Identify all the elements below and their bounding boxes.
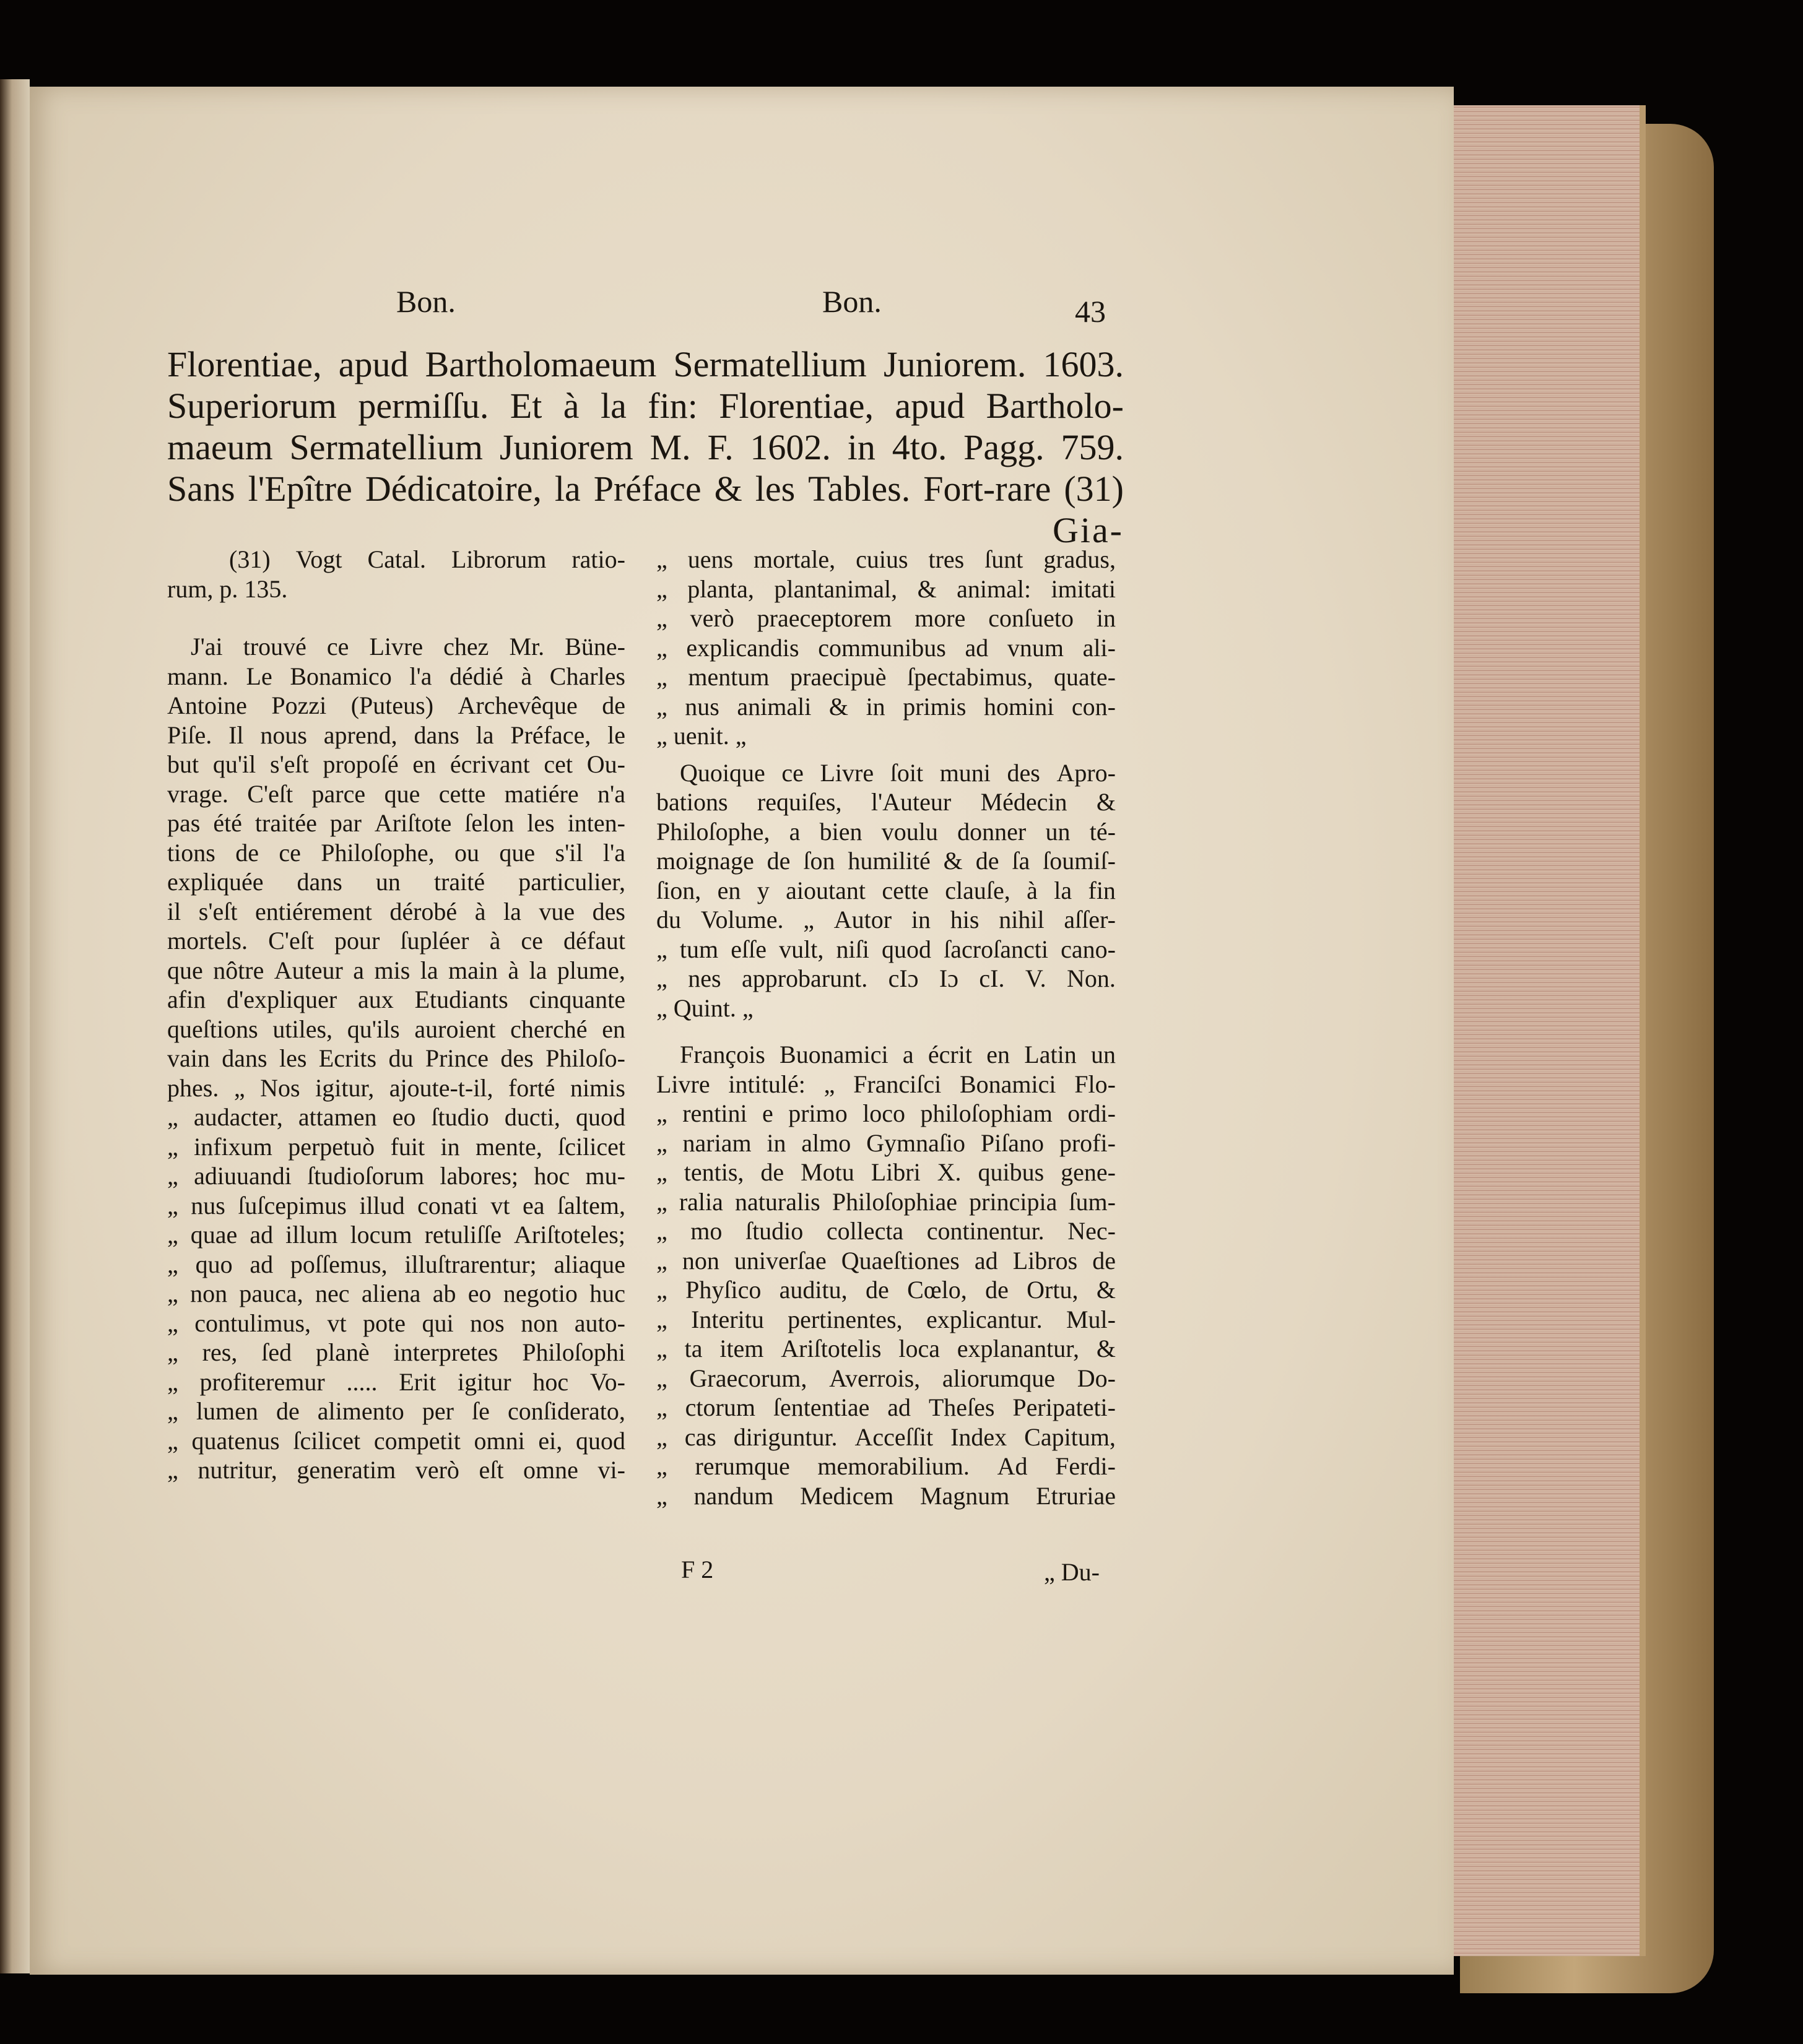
text-line: „ non univerſae Quaeſtiones ad Libros de: [656, 1246, 1116, 1275]
text-line: expliquée dans un traité particulier,: [167, 868, 625, 896]
text-line: „ Phyſico auditu, de Cœlo, de Ortu, &: [656, 1276, 1116, 1304]
text-line: „ ta item Ariſtotelis loca explanantur, &: [656, 1335, 1116, 1362]
text-line: mann. Le Bonamico l'a dédié à Charles: [167, 662, 625, 690]
text-line: but qu'il s'eſt propoſé en écrivant cet Ou-: [167, 750, 625, 778]
text-line: „ planta, plantanimal, & animal: imitati: [656, 574, 1116, 603]
text-line: queſtions utiles, qu'ils auroient cherché en: [167, 1015, 625, 1043]
spacer: [167, 604, 625, 632]
entry-line: Florentiae, apud Bartholomaeum Sermatellium Juniorem. 1603.: [167, 344, 1124, 384]
text-line: „ quae ad illum locum retuliſſe Ariſtoteles;: [167, 1221, 625, 1249]
text-line: afin d'expliquer aux Etudiants cinquante: [167, 985, 625, 1013]
text-line: „ contulimus, vt pote qui nos non auto-: [167, 1309, 625, 1337]
buonamici-paragraph: [656, 1040, 1116, 1510]
text-line: „ explicandis communibus ad vnum ali-: [656, 633, 1116, 662]
text-line: „ uens mortale, cuius tres ſunt gradus,: [656, 545, 1116, 573]
text-line: J'ai trouvé ce Livre chez Mr. Büne-: [191, 633, 625, 660]
text-line: „ quo ad poſſemus, illuſtrarentur; aliaque: [167, 1250, 625, 1278]
quotation-continued: [656, 545, 1116, 751]
text-line: „ ralia naturalis Philoſophiae principia ſum-: [656, 1187, 1116, 1216]
text-line: „ nariam in almo Gymnaſio Piſano profi-: [656, 1128, 1116, 1157]
bibliographic-entry: [167, 344, 1124, 551]
text-line: „ res, ſed planè interpretes Philoſophi: [167, 1338, 625, 1366]
text-line: „ non pauca, nec aliena ab eo negotio huc: [167, 1280, 625, 1307]
commentary: [167, 632, 625, 1485]
text-line: Quoique ce Livre ſoit muni des Apro-: [680, 758, 1116, 787]
approbation-paragraph: [656, 758, 1116, 1023]
text-line: vain dans les Ecrits du Prince des Philoſo-: [167, 1044, 625, 1072]
text-line: „ adiuuandi ſtudioſorum labores; hoc mu-: [167, 1162, 625, 1190]
page-number: 43: [1075, 294, 1106, 329]
spacer: [656, 1023, 1116, 1040]
text-line: vrage. C'eſt parce que cette matiére n'a: [167, 779, 625, 808]
text-line: „ nus ſuſcepimus illud conati vt ea ſaltem,: [167, 1191, 625, 1219]
text-line: du Volume. „ Autor in his nihil aſſer-: [656, 906, 1116, 933]
text-line: „ infixum perpetuò fuit in mente, ſcilicet: [167, 1132, 625, 1161]
text-line: phes. „ Nos igitur, ajoute-t-il, forté nimis: [167, 1073, 625, 1102]
text-line: „ Quint. „: [656, 994, 754, 1022]
entry-line: Superiorum permiſſu. Et à la fin: Florentiae, apud Bartholo-: [167, 386, 1124, 426]
text-line: „ verò praeceptorem more conſueto in: [656, 604, 1116, 632]
left-column: [167, 545, 625, 1485]
text-line: „ quatenus ſcilicet competit omni ei, quod: [167, 1426, 625, 1455]
facing-page-edge: [0, 79, 30, 1973]
page-block-edge: [1454, 105, 1646, 1956]
text-line: Antoine Pozzi (Puteus) Archevêque de: [167, 691, 625, 719]
footnote-line: rum, p. 135.: [167, 574, 288, 603]
text-line: „ cas diriguntur. Acceſſit Index Capitum,: [656, 1423, 1116, 1451]
text-line: que nôtre Auteur a mis la main à la plume,: [167, 956, 625, 984]
text-line: tions de ce Philoſophe, ou que s'il l'a: [167, 838, 625, 867]
catchword-bottom: „ Du-: [1044, 1558, 1100, 1586]
text-line: il s'eſt entiérement dérobé à la vue des: [167, 897, 625, 925]
footnote: [167, 545, 625, 604]
right-column: [656, 545, 1116, 1510]
text-line: Philoſophe, a bien voulu donner un té-: [656, 817, 1116, 846]
text-line: mortels. C'eſt pour ſupléer à ce défaut: [167, 927, 625, 955]
text-line: „ lumen de alimento per ſe conſiderato,: [167, 1397, 625, 1425]
text-line: „ nutritur, generatim verò eſt omne vi-: [167, 1456, 625, 1484]
text-line: „ nandum Medicem Magnum Etruriae: [656, 1481, 1116, 1510]
running-head-left: Bon.: [396, 284, 456, 319]
text-line: François Buonamici a écrit en Latin un: [680, 1041, 1116, 1068]
text-line: „ rentini e primo loco philoſophiam ordi-: [656, 1099, 1116, 1127]
text-line: moignage de ſon humilité & de ſa ſoumiſ-: [656, 847, 1116, 875]
footnote-line: (31) Vogt Catal. Librorum ratio-: [229, 545, 625, 573]
text-line: „ Interitu pertinentes, explicantur. Mul-: [656, 1305, 1116, 1333]
text-line: Livre intitulé: „ Franciſci Bonamici Flo-: [656, 1070, 1116, 1098]
text-line: „ audacter, attamen eo ſtudio ducti, quod: [167, 1103, 625, 1131]
text-line: „ rerumque memorabilium. Ad Ferdi-: [656, 1452, 1116, 1480]
signature-mark: F 2: [681, 1556, 714, 1583]
text-line: bations requiſes, l'Auteur Médecin &: [656, 788, 1116, 816]
text-line: pas été traitée par Ariſtote ſelon les inten-: [167, 809, 625, 837]
running-head-center: Bon.: [822, 284, 882, 319]
entry-line: maeum Sermatellium Juniorem M. F. 1602. in 4to. Pagg. 759.: [167, 427, 1124, 467]
text-line: „ Graecorum, Averrois, aliorumque Do-: [656, 1364, 1116, 1392]
text-line: „ tum eſſe vult, niſi quod ſacroſancti cano-: [656, 935, 1116, 963]
text-line: ſion, en y aioutant cette clauſe, à la fin: [656, 876, 1116, 904]
text-line: „ mo ſtudio collecta continentur. Nec-: [656, 1217, 1116, 1245]
text-line: „ profiteremur ..... Erit igitur hoc Vo-: [167, 1367, 625, 1396]
text-line: „ ctorum ſententiae ad Theſes Peripateti-: [656, 1393, 1116, 1421]
entry-line: Sans l'Epître Dédicatoire, la Préface & les Tables. Fort-rare (31): [167, 469, 1124, 509]
spacer: [656, 751, 1116, 758]
text-line: Piſe. Il nous aprend, dans la Préface, le: [167, 721, 625, 749]
text-line: „ uenit. „: [656, 722, 747, 750]
text-line: „ tentis, de Motu Libri X. quibus gene-: [656, 1158, 1116, 1186]
text-line: „ nes approbarunt. cIɔ Iɔ cI. V. Non.: [656, 964, 1116, 992]
text-line: „ nus animali & in primis homini con-: [656, 692, 1116, 721]
text-line: „ mentum praecipuè ſpectabimus, quate-: [656, 663, 1116, 691]
catchword-top: Gia-: [1052, 510, 1124, 550]
